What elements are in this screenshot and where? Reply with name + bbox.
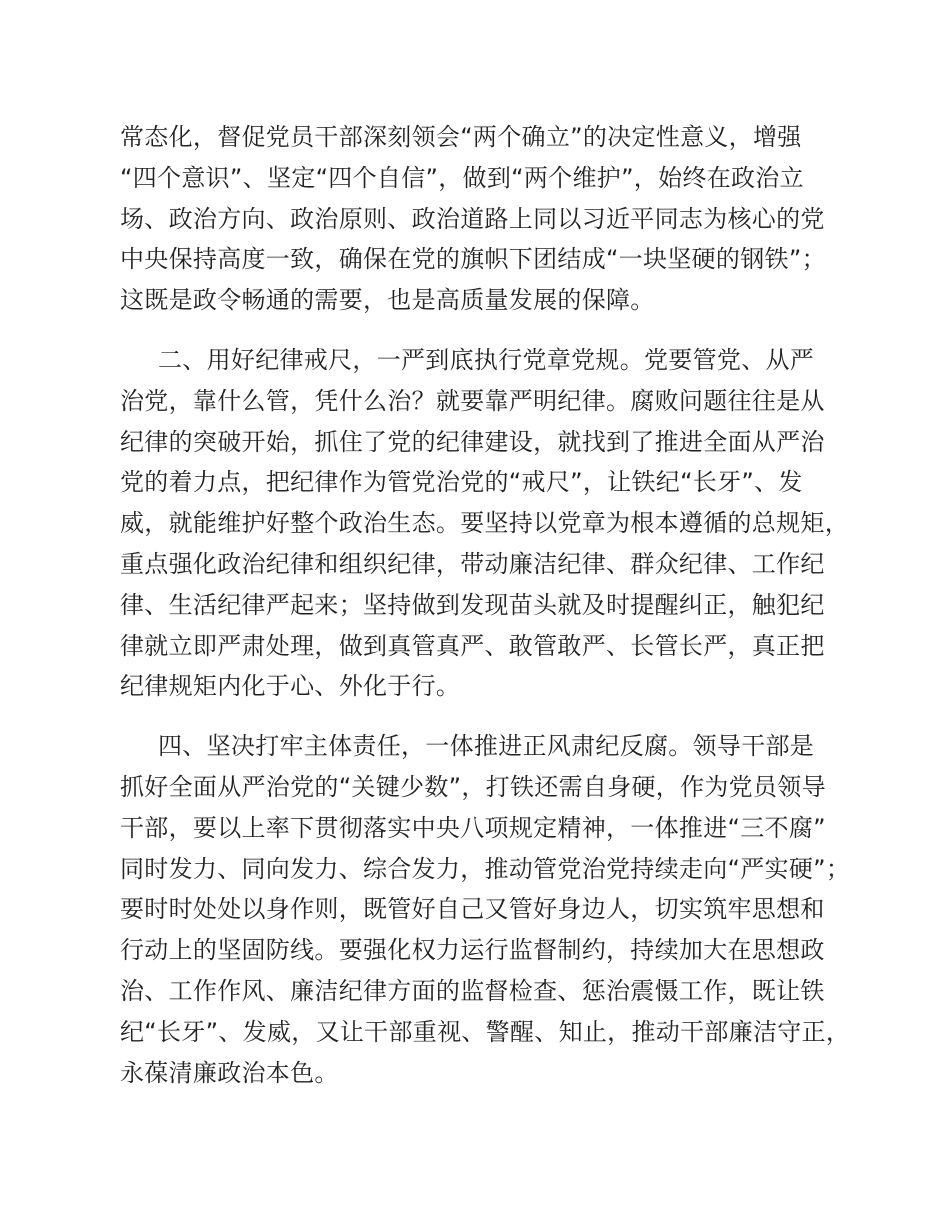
- paragraph-1-line-2: “四个意识”、坚定“四个自信”，做到“两个维护”，始终在政治立: [120, 163, 804, 192]
- paragraph-1: [120, 117, 862, 321]
- paragraph-1-line-5: 这既是政令畅通的需要，也是高质量发展的保障。: [120, 286, 655, 315]
- paragraph-2-line-3: 纪律的突破开始，抓住了党的纪律建设，就找到了推进全面从严治: [120, 427, 825, 456]
- paragraph-3-line-9: 永葆清廉政治本色。: [120, 1058, 339, 1087]
- paragraph-3-line-7: 治、工作作风、廉洁纪律方面的监督检查、惩治震慑工作，既让铁: [120, 976, 825, 1005]
- paragraph-3-line-3: 干部，要以上率下贯彻落实中央八项规定精神，一体推进“三不腐”: [120, 813, 826, 842]
- paragraph-2-line-6: 重点强化政治纪律和组织纪律，带动廉洁纪律、群众纪律、工作纪: [120, 549, 825, 578]
- paragraph-1-line-1: 常态化，督促党员干部深刻领会“两个确立”的决定性意义，增强: [120, 123, 802, 151]
- paragraph-2-line-9: 纪律规矩内化于心、外化于行。: [120, 672, 461, 701]
- paragraph-2: [120, 340, 862, 707]
- paragraph-2-line-5: 威，就能维护好整个政治生态。要坚持以党章为根本遵循的总规矩，: [120, 509, 849, 538]
- paragraph-2-line-8: 律就立即严肃处理，做到真管真严、敢管敢严、长管长严，真正把: [120, 631, 825, 660]
- document-body: [120, 117, 862, 1093]
- paragraph-3: [120, 726, 862, 1093]
- paragraph-3-line-6: 行动上的坚固防线。要强化权力运行监督制约，持续加大在思想政: [120, 936, 825, 965]
- paragraph-2-line-7: 律、生活纪律严起来；坚持做到发现苗头就及时提醒纠正，触犯纪: [120, 590, 825, 619]
- paragraph-2-line-1: 二、用好纪律戒尺，一严到底执行党章党规。党要管党、从严: [158, 345, 815, 374]
- paragraph-3-line-8: 纪“长牙”、发威，又让干部重视、警醒、知止，推动干部廉洁守正，: [120, 1017, 851, 1046]
- paragraph-3-line-2: 抓好全面从严治党的“关键少数”，打铁还需自身硬，作为党员领导: [120, 772, 826, 801]
- paragraph-3-line-5: 要时时处处以身作则，既管好自己又管好身边人，切实筑牢思想和: [120, 895, 825, 924]
- paragraph-3-line-1: 四、坚决打牢主体责任，一体推进正风肃纪反腐。领导干部是: [158, 732, 815, 761]
- paragraph-2-line-2: 治党，靠什么管，凭什么治？就要靠严明纪律。腐败问题往往是从: [120, 386, 825, 415]
- paragraph-1-line-3: 场、政治方向、政治原则、政治道路上同以习近平同志为核心的党: [120, 204, 825, 233]
- paragraph-1-line-4: 中央保持高度一致，确保在党的旗帜下团结成“一块坚硬的钢铁”；: [120, 245, 826, 274]
- paragraph-spacing: [120, 321, 862, 340]
- paragraph-2-line-4: 党的着力点，把纪律作为管党治党的“戒尺”，让铁纪“长牙”、发: [120, 468, 803, 497]
- paragraph-3-line-4: 同时发力、同向发力、综合发力，推动管党治党持续走向“严实硬”；: [120, 854, 851, 883]
- paragraph-spacing: [120, 707, 862, 726]
